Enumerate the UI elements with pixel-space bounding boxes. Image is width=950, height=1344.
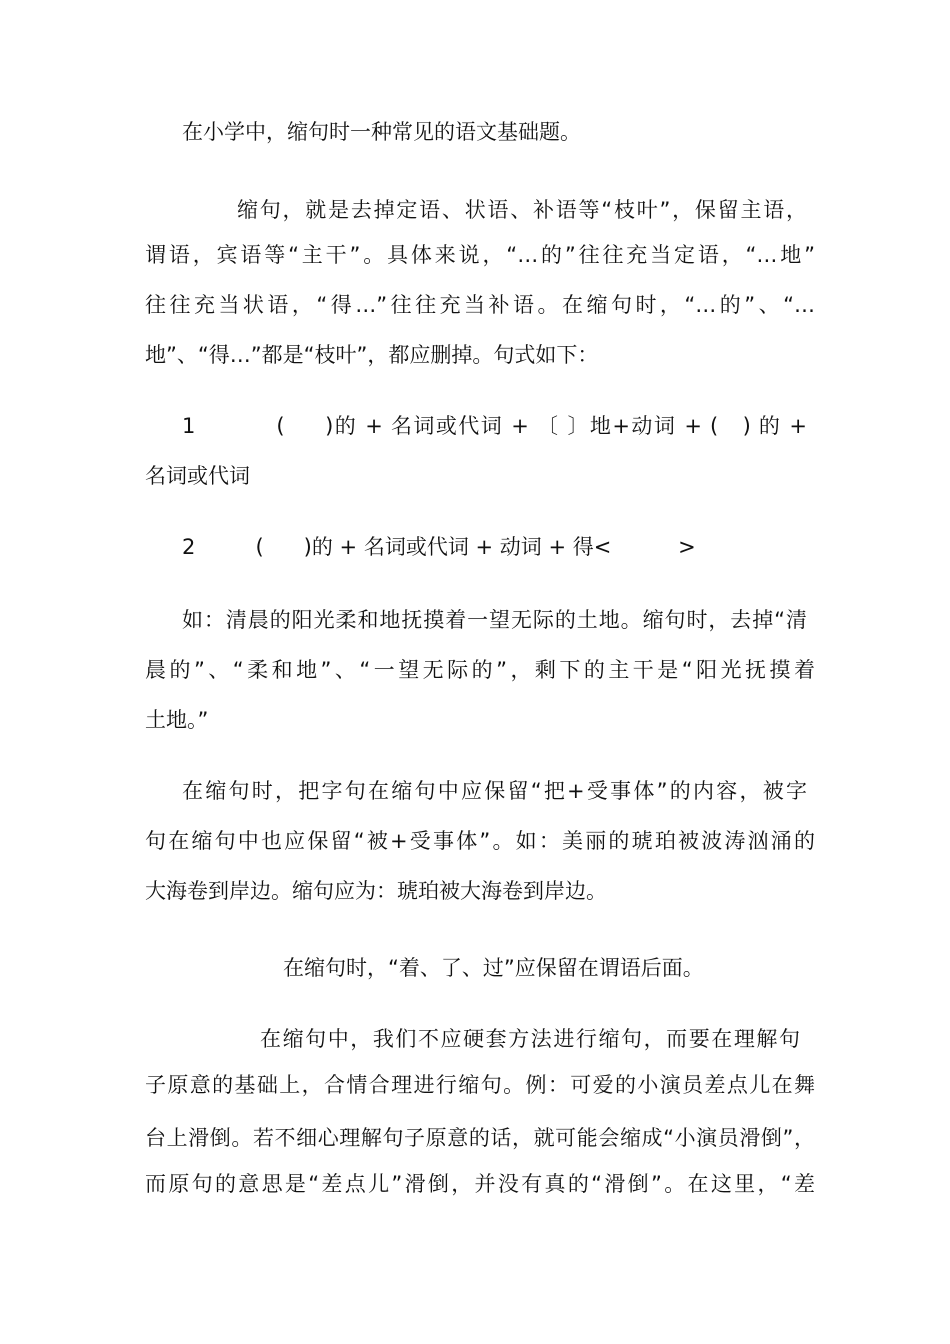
paragraph-8-line-2: 子原意的基础上，合情合理进行缩句。例：可爱的小演员差点儿在舞	[145, 1073, 815, 1097]
paragraph-5-line-3: 土地。”	[145, 708, 209, 732]
paragraph-6-line-3: 大海卷到岸边。缩句应为：琥珀被大海卷到岸边。	[145, 879, 607, 903]
paragraph-5-line-2: 晨的”、“柔和地”、“一望无际的”，剩下的主干是“阳光抚摸着	[145, 658, 815, 682]
paragraph-8-line-1: 在缩句中，我们不应硬套方法进行缩句，而要在理解句	[260, 1027, 800, 1051]
paragraph-5-line-1: 如：清晨的阳光柔和地抚摸着一望无际的土地。缩句时，去掉“清	[182, 608, 807, 632]
paragraph-7-line-1: 在缩句时，“着、了、过”应保留在谓语后面。	[283, 956, 704, 980]
paragraph-2-line-2: 谓语，宾语等“主干”。具体来说，“…的”往往充当定语，“…地”	[145, 243, 815, 267]
paragraph-6-line-1: 在缩句时，把字句在缩句中应保留“把+受事体”的内容，被字	[182, 779, 807, 803]
paragraph-2-line-1: 缩句，就是去掉定语、状语、补语等“枝叶”，保留主语，	[237, 198, 807, 222]
paragraph-4-line-1: 2 ( )的 + 名词或代词 + 动词 + 得< >	[182, 535, 696, 559]
paragraph-6-line-2: 句在缩句中也应保留“被+受事体”。如：美丽的琥珀被波涛汹涌的	[145, 829, 815, 853]
paragraph-1-line-1: 在小学中，缩句时一种常见的语文基础题。	[182, 120, 581, 144]
paragraph-3-line-1: 1 ( )的 + 名词或代词 + 〔 〕地+动词 + ( ) 的 +	[182, 414, 807, 438]
paragraph-8-line-4: 而原句的意思是“差点儿”滑倒，并没有真的“滑倒”。在这里，“差	[145, 1172, 815, 1196]
paragraph-3-line-2: 名词或代词	[145, 464, 250, 488]
paragraph-2-line-4: 地”、“得…”都是“枝叶”，都应删掉。句式如下：	[145, 343, 599, 367]
paragraph-8-line-3: 台上滑倒。若不细心理解句子原意的话，就可能会缩成“小演员滑倒”，	[145, 1126, 815, 1150]
paragraph-2-line-3: 往往充当状语，“得…”往往充当补语。在缩句时，“…的”、“…	[145, 293, 815, 317]
